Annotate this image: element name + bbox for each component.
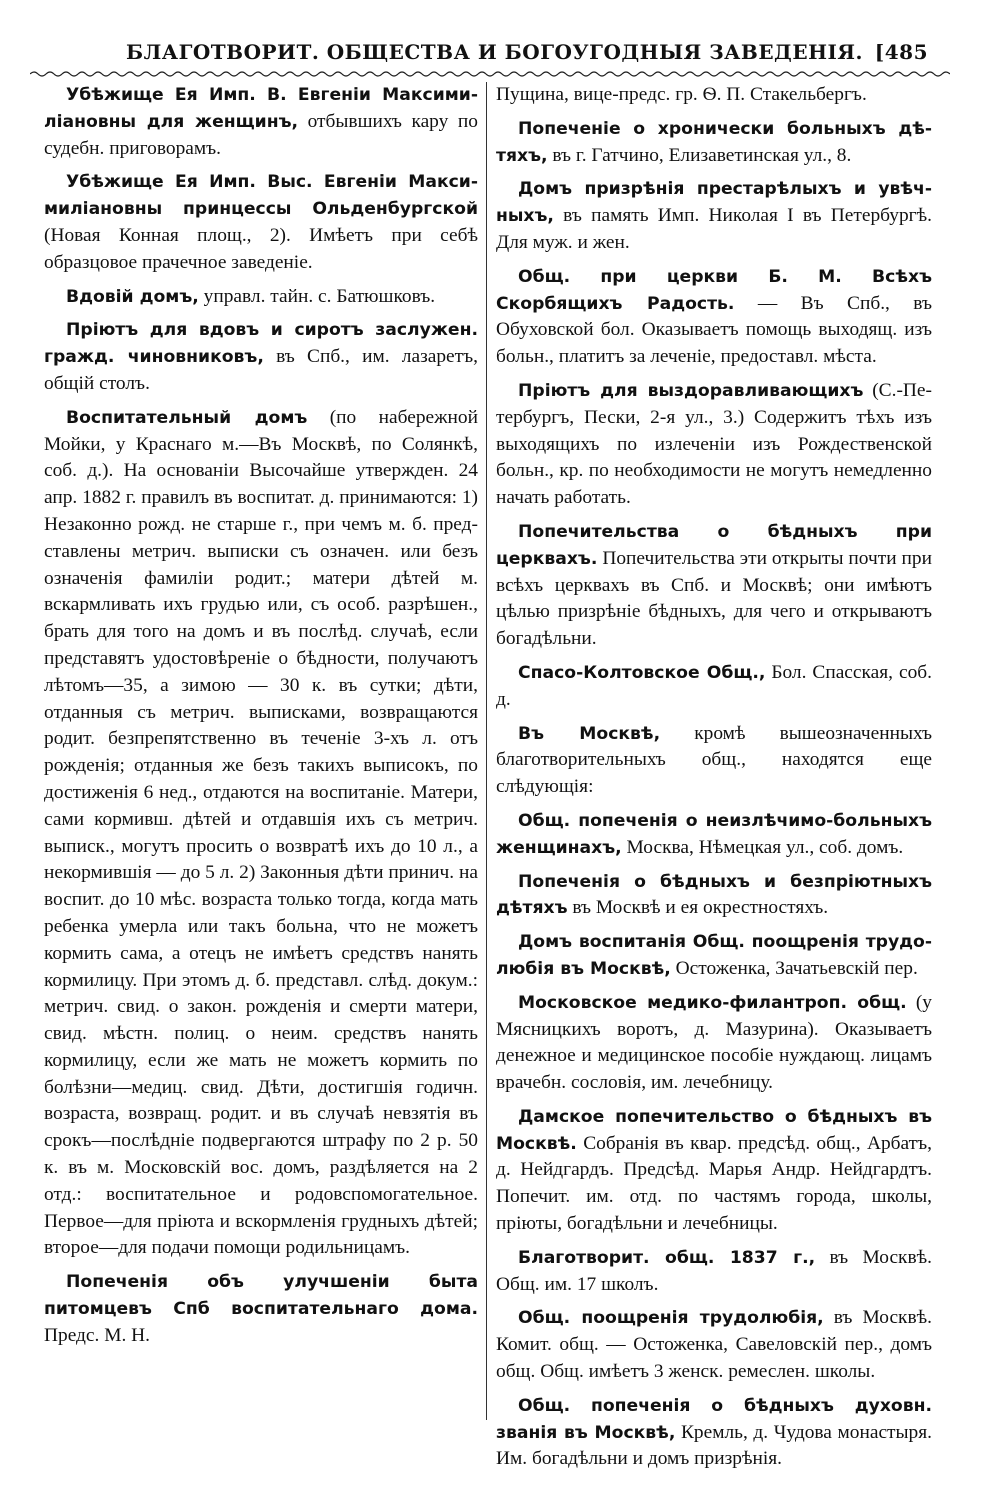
entry-text: кромѣ вышеозначенныхъ благотворительныхъ общ., находятся еще слѣдующія: — [496, 722, 933, 798]
entry-heading: Общ. при церкви Б. М. Всѣхъ Скорбящихъ Радость. — [496, 266, 932, 314]
entry-text: въ Москвѣ и ея окрестностяхъ. — [567, 897, 829, 919]
entry-heading: Общ. попеченія о бѣдныхъ духовн. званія въ Москвѣ, — [496, 1395, 932, 1443]
wavy-rule — [30, 68, 950, 80]
directory-entry — [496, 990, 932, 1097]
directory-entry — [496, 1393, 932, 1473]
entry-text: въ Москвѣ. Комит. общ. — Остоженка, Савеловскій пер., домъ общ. Общ. имѣетъ 3 женск. ремеслен. школы. — [496, 1307, 933, 1383]
entry-text: отбывшихъ кару по судебн. приговорамъ. — [44, 110, 478, 159]
entry-text: въ память Имп. Николая I въ Петербургѣ. Для муж. и жен. — [496, 205, 932, 253]
entry-text: (С.-Петербургъ, Пески, 2-я ул., 3.) Содержитъ тѣхъ изъ выходящихъ по излеченіи изъ Рождественской больн., кр. по необходимости не могутъ немедленно начать работать. — [496, 379, 932, 509]
entry-heading: Вдовій домъ, — [66, 286, 199, 307]
directory-entry — [496, 264, 932, 371]
directory-entry — [44, 405, 478, 1263]
entry-heading: Попеченія о бѣдныхъ и безпріютныхъ дѣтяхъ — [496, 871, 932, 919]
entry-heading: Убѣжище Ея Имп. В. Евгеніи Максимиліановны для женщинъ, — [44, 85, 478, 132]
entry-heading: Домъ воспитанія Общ. поощренія трудолюбія въ Москвѣ, — [496, 932, 932, 979]
entry-text: Собранія въ квар. предсѣд. общ., Арбатъ, д. Нейдгардъ. Предсѣд. Марья Андр. Нейдгардтъ. Попечит. им. отд. по частямъ города, школы, пріюты, богадѣльни и лечебницы. — [496, 1132, 932, 1235]
left-column — [44, 82, 478, 1357]
entry-text: Бол. Спасская, соб. д. — [496, 661, 932, 710]
directory-entry — [496, 176, 932, 256]
entry-text: Кремль, д. Чудова монастыря. Им. богадѣльни и домъ призрѣнія. — [496, 1421, 933, 1470]
directory-entry — [496, 378, 932, 512]
directory-entry — [496, 660, 932, 714]
directory-entry — [44, 1269, 478, 1349]
directory-entry — [496, 1104, 932, 1238]
directory-entry — [496, 721, 932, 801]
directory-entry — [44, 284, 478, 311]
page-number: [485 — [874, 40, 928, 64]
entry-heading: Въ Москвѣ, — [518, 723, 661, 744]
entry-text: Пущина, вице-предс. гр. Ѳ. П. Стакельбергъ. — [496, 84, 867, 105]
entry-heading: Общ. попеченія о неизлѣчимо-больныхъ женщинахъ, — [496, 810, 932, 858]
directory-entry — [496, 116, 932, 170]
page-title: БЛАГОТВОРИТ. ОБЩЕСТВА И БОГОУГОДНЫЯ ЗАВЕДЕНІЯ. — [126, 40, 863, 64]
entry-heading: Благотворит. общ. 1837 г., — [518, 1247, 816, 1268]
directory-entry — [44, 169, 478, 276]
entry-heading: Московское медико-филантроп. общ. — [518, 992, 907, 1013]
entry-heading: Убѣжище Ея Имп. Выс. Евгеніи Максимиліановны принцессы Ольденбургской — [44, 172, 478, 220]
entry-heading: Попеченія объ улучшеніи быта питомцевъ Спб воспитательнаго дома. — [44, 1272, 478, 1320]
entry-text: (по набережной Мойки, у Краснаго м.—Въ Москвѣ, по Солянкѣ, соб. д.). На основаніи Высочайше утвержден. 24 апр. 1882 г. правилъ въ воспитат. д. принимаются: 1) Незаконно рожд. не старше г., при чемъ м. б. представлены метрич. выписки съ означен. или безъ означенія фамиліи родит.; матери дѣтей м. вскармливать ихъ грудью или, съ особ. разрѣшен., брать для того на домъ и въ послѣд. случаѣ, если представятъ удостовѣреніе о бѣдности, получаютъ лѣтомъ—35, а зимою — 30 к. въ сутки; дѣти, отданныя съ метрич. выписками, возвращаются родит. безпрепятственно въ теченіе 3-хъ л. отъ рожденія; отданныя же безъ такихъ выписокъ, по достиженія 6 нед., отдаются на воспитаніе. Матери, сами кормивш. дѣтей и отдавшія ихъ съ метрич. выписк., могутъ просить о возвратѣ ихъ до 10 л., а некормившія — до 5 л. 2) Законныя дѣти принич. на воспит. до 10 мѣс. возраста только тогда, когда мать ребенка умерла или такъ больна, что не можетъ кормить сама, а отецъ не имѣетъ средствъ нанять кормилицу. При этомъ д. б. представл. слѣд. докум.: метрич. свид. о закон. рожденія и смерти матери, свид. мѣстн. полиц. о неим. средствъ нанять кормилицу, если же мать не можетъ кормить по болѣзни—медиц. свид. Дѣти, достигшія годичн. возраста, возвращ. родит. и въ случаѣ невзятія въ срокъ—послѣдніе подвергаются штрафу по 2 р. 50 к. въ м. Московскій вос. домъ, раздѣляется на 2 отд.: воспитательное и родовспомогательное. Первое—для пріюта и вскормленія грудныхъ дѣтей; второе—для подачи помощи родильницамъ. — [44, 406, 479, 1259]
entry-text: Предс. М. Н. — [44, 1324, 151, 1346]
entry-heading: Домъ призрѣнія престарѣлыхъ и увѣчныхъ, — [496, 179, 932, 227]
entry-heading: Пріютъ для вдовъ и сиротъ заслужен. гражд. чиновниковъ, — [44, 320, 478, 368]
entry-heading: Попечительства о бѣдныхъ при церквахъ. — [496, 521, 932, 569]
directory-entry — [496, 519, 932, 653]
entry-heading: Попеченіе о хронически больныхъ дѣтяхъ, — [496, 118, 932, 166]
entry-heading: Пріютъ для выздоравливающихъ — [518, 380, 864, 401]
entry-text: (у Мясницкихъ воротъ, д. Мазурина). Оказываетъ денежное и медицинское пособіе нуждающ. лицамъ врачебн. сословія, им. лечебницу. — [496, 991, 932, 1094]
directory-entry — [496, 1305, 932, 1385]
right-column — [496, 82, 932, 1480]
entry-heading: Воспитательный домъ — [66, 407, 308, 428]
entry-text: въ Москвѣ. Общ. им. 17 школъ. — [496, 1246, 932, 1295]
directory-entry — [496, 808, 932, 862]
entry-text: управл. тайн. с. Батюшковъ. — [198, 285, 436, 307]
entry-heading: Дамское попечительство о бѣдныхъ въ Москвѣ. — [496, 1106, 932, 1154]
directory-entry — [44, 82, 478, 162]
entry-text: — Въ Спб., въ Обуховской бол. Оказываетъ помощь выходящ. изъ больн., платитъ за леченіе, предоставл. мѣста. — [496, 292, 933, 368]
directory-entry — [496, 1245, 932, 1299]
entry-heading: Общ. поощренія трудолюбія, — [518, 1308, 824, 1329]
column-divider — [486, 82, 487, 1420]
directory-entry — [496, 869, 932, 923]
entry-text: въ г. Гатчино, Елизаветинская ул., 8. — [547, 144, 852, 166]
running-header — [40, 36, 940, 72]
entry-text: Попечительства эти открыты почти при всѣхъ церквахъ въ Спб. и Москвѣ; они имѣютъ цѣлью призрѣніе бѣдныхъ, для чего и открываютъ богадѣльни. — [496, 547, 932, 650]
entry-text: Остоженка, Зачатьевскій пер. — [670, 957, 918, 979]
directory-entry — [496, 929, 932, 983]
directory-entry — [496, 82, 932, 109]
entry-text: въ Спб., им. лазаретъ, общій столъ. — [44, 346, 479, 394]
entry-text: (Новая Конная площ., 2). Имѣетъ при себѣ образцовое прачечное заведеніе. — [44, 224, 478, 273]
entry-heading: Спасо-Колтовское Общ., — [518, 662, 766, 683]
directory-entry — [44, 317, 478, 397]
entry-text: Москва, Нѣмецкая ул., соб. домъ. — [621, 836, 904, 858]
